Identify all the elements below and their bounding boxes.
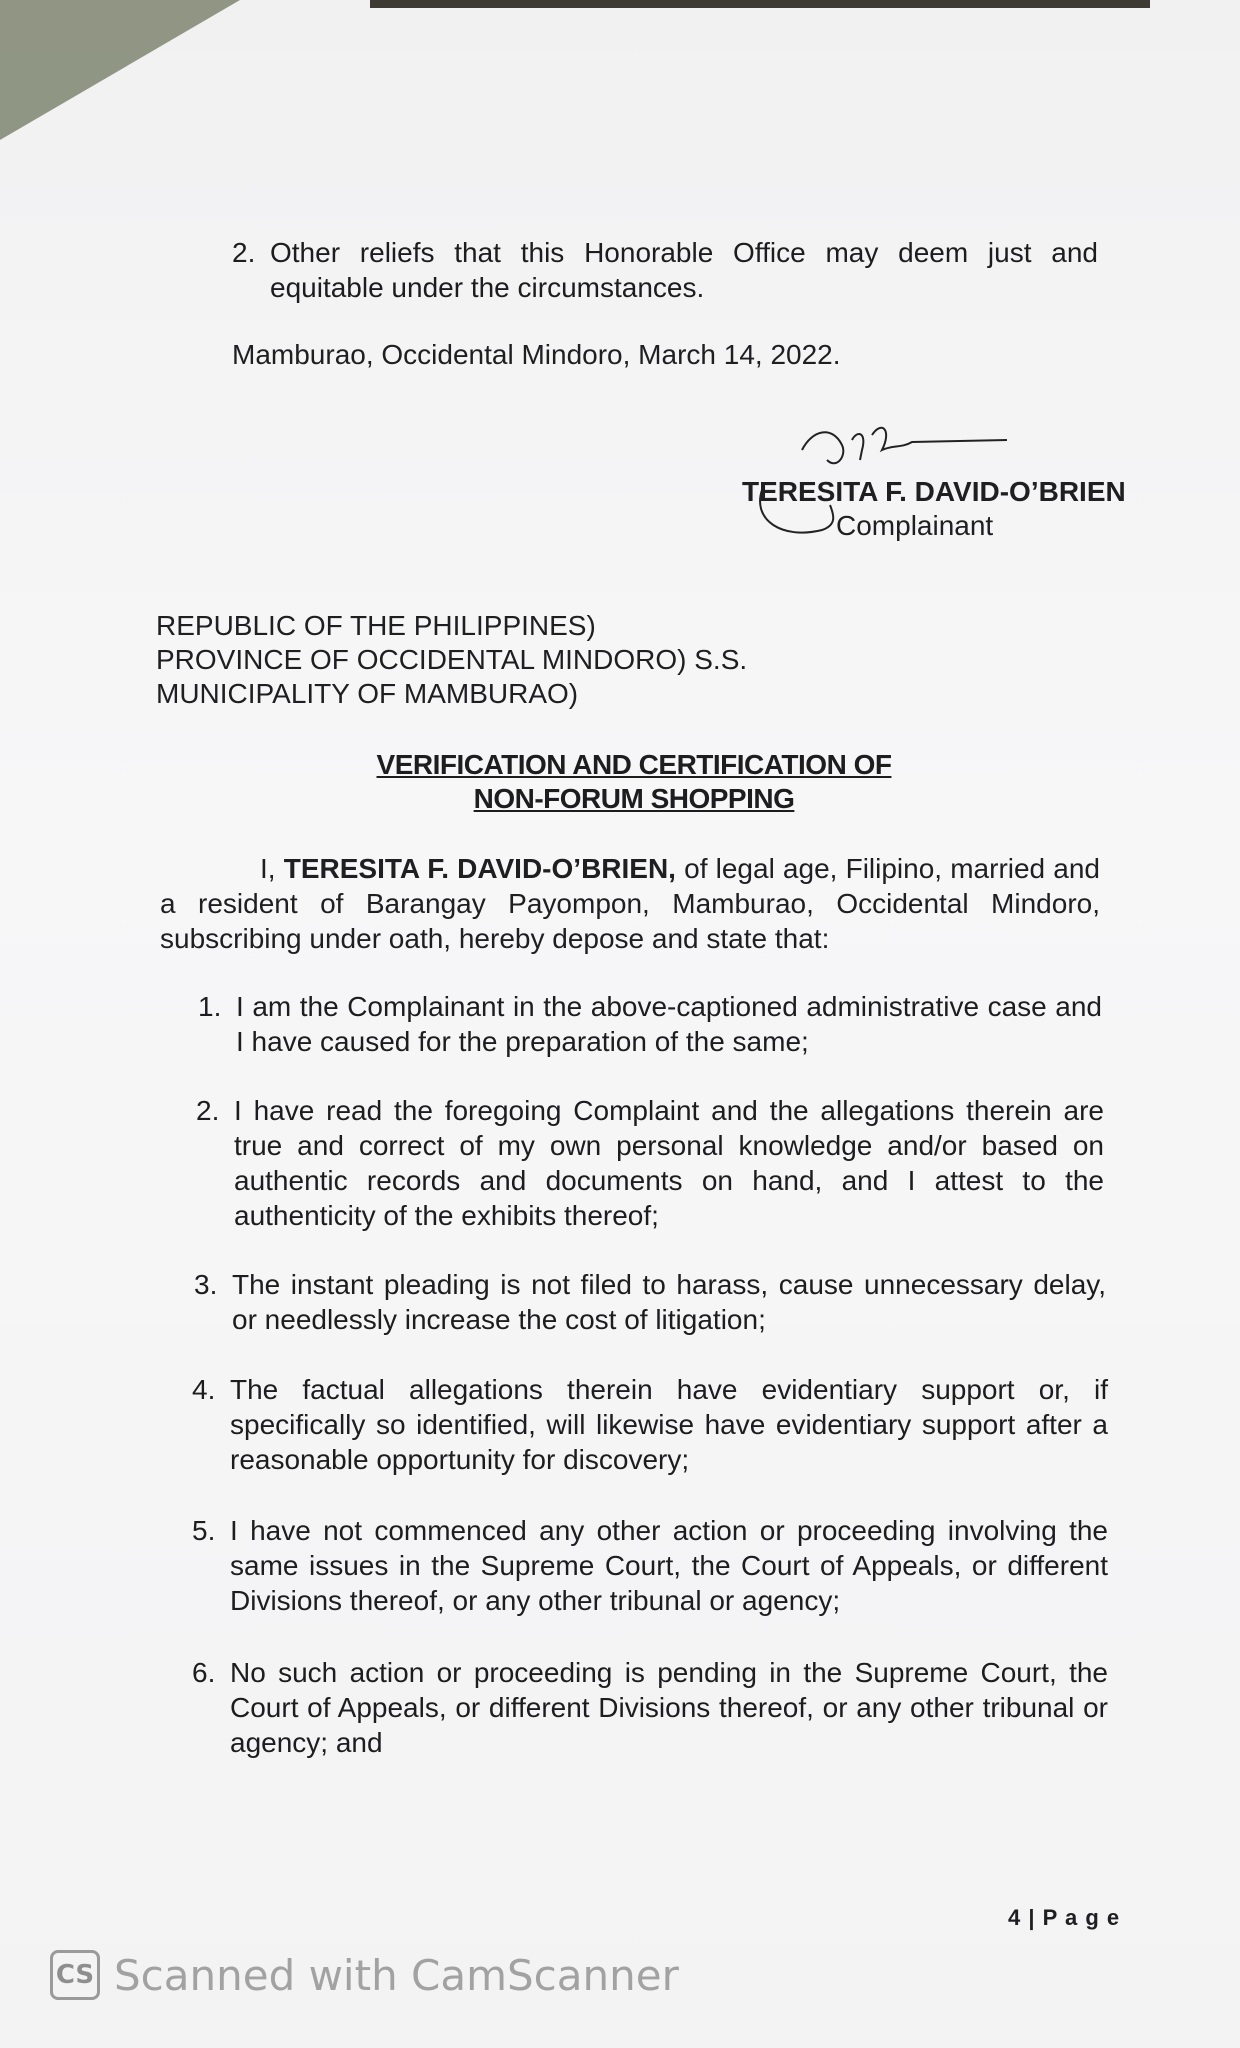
document-title-line-1: VERIFICATION AND CERTIFICATION OF [376, 749, 892, 780]
statement-text: The factual allegations therein have evidentiary support or, if specifically so identified, will likewise have evidentiary support after a reasonable opportunity for discovery; [230, 1374, 1108, 1475]
statement-text: I am the Complainant in the above-captioned administrative case and I have caused for the preparation of the same; [236, 991, 1102, 1057]
statement-item [192, 1655, 1108, 1760]
statement-number: 1. [198, 991, 222, 1022]
camscanner-watermark [50, 1950, 679, 2000]
statement-number: 5. [192, 1515, 216, 1546]
page-number: 4 | P a g e [1008, 1905, 1121, 1930]
affiant-name: TERESITA F. DAVID-O’BRIEN, [283, 853, 676, 884]
top-edge-shadow [370, 0, 1150, 8]
signatory-name: TERESITA F. DAVID-O’BRIEN [742, 476, 1126, 507]
statement-number: 4. [192, 1374, 216, 1405]
relief-item-number: 2. [232, 237, 256, 268]
statement-number: 6. [192, 1657, 216, 1688]
statement-text: The instant pleading is not filed to harass, cause unnecessary delay, or needlessly increase the cost of litigation; [232, 1269, 1106, 1335]
relief-item-2 [232, 235, 1098, 305]
statement-item [196, 1093, 1104, 1233]
statement-text: I have not commenced any other action or proceeding involving the same issues in the Supreme Court, the Court of Appeals, or different Divisions thereof, or any other tribunal or agency; [230, 1515, 1108, 1616]
statement-item [198, 989, 1102, 1059]
statement-item [192, 1513, 1108, 1618]
camscanner-logo-icon: CS [50, 1950, 100, 2000]
venue-line-2: PROVINCE OF OCCIDENTAL MINDORO) S.S. [156, 644, 748, 675]
camscanner-text: Scanned with CamScanner [114, 1950, 679, 2000]
intro-rest: of legal age, Filipino, married and a resident of Barangay Payompon, Mamburao, Occidental Mindoro, subscribing under oath, hereby depose and state that: [160, 853, 1100, 954]
intro-paragraph [160, 851, 1100, 956]
statement-number: 2. [196, 1095, 220, 1126]
corner-shadow [0, 0, 240, 140]
intro-prefix: I, [260, 853, 284, 884]
document-title-line-2: NON-FORUM SHOPPING [473, 783, 795, 814]
venue-line-3: MUNICIPALITY OF MAMBURAO) [156, 678, 579, 709]
relief-item-text: Other reliefs that this Honorable Office may deem just and equitable under the circumstances. [270, 237, 1098, 303]
statement-text: No such action or proceeding is pending in the Supreme Court, the Court of Appeals, or different Divisions thereof, or any other tribunal or agency; and [230, 1657, 1108, 1758]
place-date: Mamburao, Occidental Mindoro, March 14, 2022. [232, 339, 841, 370]
statement-item [194, 1267, 1106, 1337]
statement-text: I have read the foregoing Complaint and the allegations therein are true and correct of my own personal knowledge and/or based on authentic records and documents on hand, and I attest to the authenticity of the exhibits thereof; [234, 1095, 1104, 1231]
statement-item [192, 1372, 1108, 1477]
statement-number: 3. [194, 1269, 218, 1300]
venue-line-1: REPUBLIC OF THE PHILIPPINES) [156, 610, 596, 641]
signatory-role: Complainant [836, 510, 994, 541]
